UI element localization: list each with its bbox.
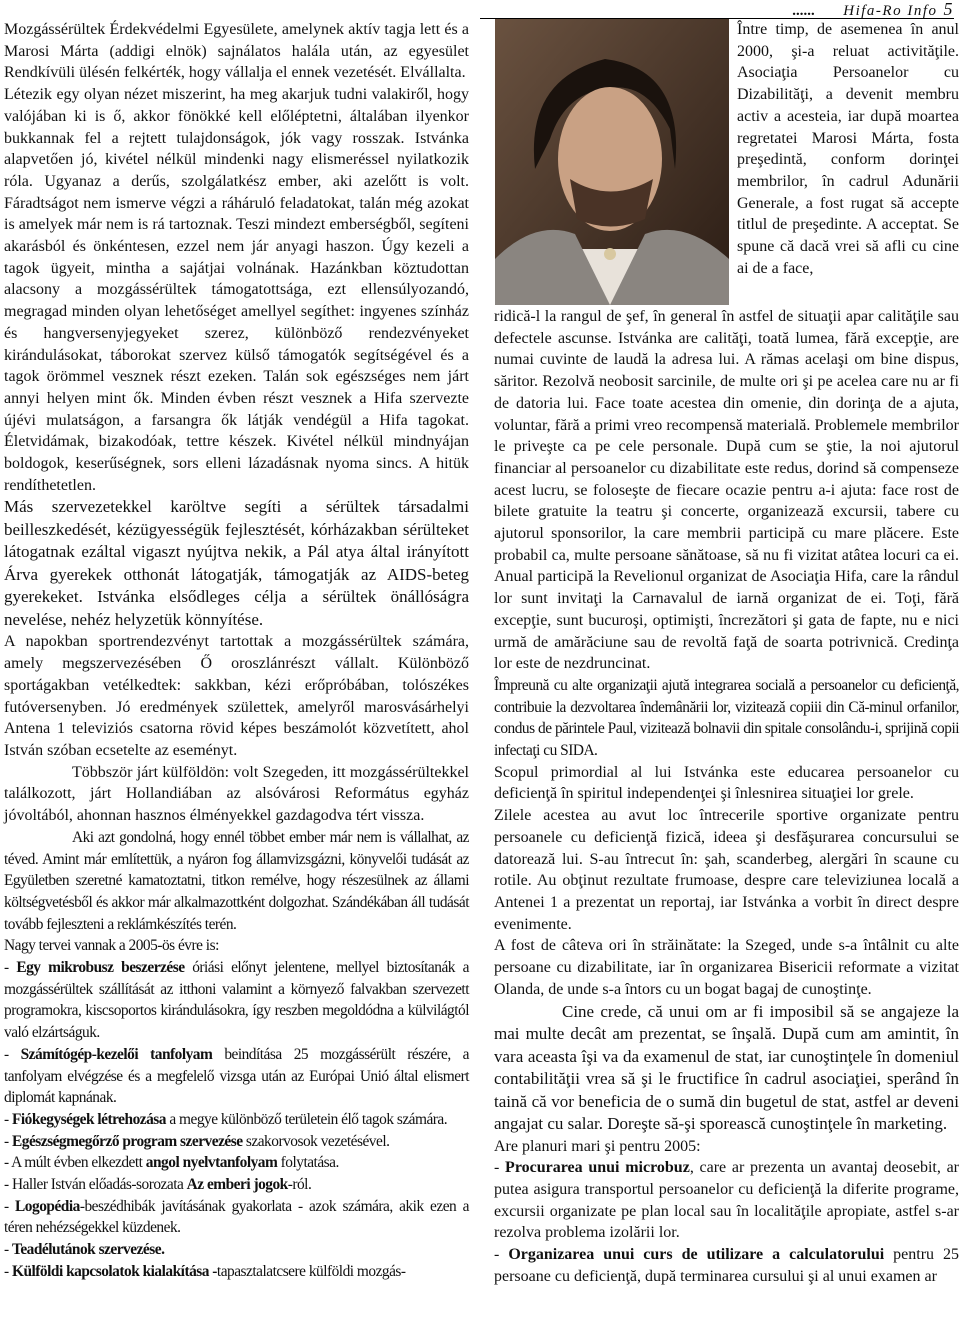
plan-item-text: a megye különböző területein élő tagok számára.: [165, 1110, 448, 1128]
plan-item-title: Teadélutánok szervezése.: [11, 1241, 165, 1259]
plan-item-title: Számítógép-kezelői tanfolyam: [20, 1045, 213, 1063]
plan-item-prefix: Haller István előadás-sorozata: [11, 1176, 187, 1194]
plan-item-text: folytatása.: [277, 1154, 339, 1172]
plan-item-title: Az emberi jogok: [186, 1176, 288, 1194]
plan-item-text: -ról.: [287, 1176, 312, 1194]
plan-item-title: Egy mikrobusz beszerzése: [16, 959, 185, 977]
plan-item-text: óriási előnyt jelentene, mellyel biztosítanák a mozgássérültek szállítását az itthoni valamint a környező falvakban szervezett programokra, kiscsoportos kirándulásokra, így reszben megoldódna a külvilágtól való elzártságuk.: [4, 959, 469, 1042]
plan-list-item: - Egy mikrobusz beszerzése óriási előnyt jelentene, mellyel biztosítanák a mozgássérültek szállítását az itthoni valamint a környező falvakban szervezett programokra, kiscsoportos kirándulásokra, így reszben megoldódna a külvilágtól való elzártságuk.: [4, 959, 469, 1042]
plan-list-item: - Procurarea unui microbuz, care ar prezenta un avantaj deosebit, ar putea asigura transportul persoanelor cu deficienţă la diferite programe, excursii organizate pe plan local sau în localităţile apropiate, astfel s-ar rezolva problema izolării lor.: [494, 1159, 960, 1242]
header-dots: ......: [792, 3, 816, 19]
plan-list-item: - Egészségmegőrző program szervezése szakorvosok vezetésével.: [4, 1132, 390, 1150]
plan-item-title: Külföldi kapcsolatok kialakítása -: [11, 1262, 217, 1280]
plan-item-text: tapasztalatcsere külföldi mozgás-: [216, 1262, 406, 1280]
right-paragraph-7: Are planuri mari şi pentru 2005:: [494, 1137, 701, 1155]
right-column: [494, 306, 959, 1287]
plan-item-text: -beszédhibák javításának gyakorlata - azok számára, akik ezen a téren nehézségekkel küzdenek.: [4, 1197, 469, 1237]
left-plan-list: [4, 957, 469, 1283]
left-paragraph-3: Más szervezetekkel karöltve segíti a sérültek társadalmi beilleszkedését, kézügyességük fejlesztését, kórházakban sérülteket látogatnak ezáltal vigaszt nyújtva nekik, a Pál atya által irányított Árva gyerekek otthonát látogatják, támogatják az AIDS-beteg gyerekeket. Istvánka elsődleges célja a sérültek önállóságra nevelése, nehéz helyzetük könnyítése.: [4, 497, 469, 629]
plan-item-title: Logopédia: [15, 1197, 80, 1215]
plan-item-title: Procurarea unui microbuz: [505, 1159, 690, 1177]
plan-item-title: Fiókegységek létrehozása: [11, 1110, 166, 1128]
left-paragraph-7: Nagy tervei vannak a 2005-ös évre is:: [4, 937, 219, 955]
plan-list-item: - Számítógép-kezelői tanfolyam beindítása 25 mozgássérült részére, a tanfolyam elvégzése és a megfelelő vizsga után az Európai Unió által elismert diplomát kapnának.: [4, 1045, 469, 1107]
page-header: [480, 0, 954, 19]
right-plan-list: [494, 1157, 959, 1287]
plan-list-item: - Fiókegységek létrehozása a megye különböző területein élő tagok számára.: [4, 1110, 448, 1128]
left-paragraph-1: Mozgássérültek Érdekvédelmi Egyesülete, amelynek aktív tagja lett és a Marosi Márta (addigi elnök) sajnálatos halála után, az egyesület Rendkívüli ülésén felkérték, hogy vállalja el ennek vezetését. Elvállalta.: [4, 21, 469, 82]
page-number: 5: [943, 0, 954, 19]
plan-list-item: - Organizarea unui curs de utilizare a calculatorului pentru 25 persoane cu deficienţă, după terminarea cursului şi al unui examen ar: [494, 1246, 960, 1285]
plan-item-text: , care ar prezenta un avantaj deosebit, ar putea asigura transportul persoanelor cu deficienţă la diferite programe, excursii organizate pe plan local sau în localităţile apropiate, astfel s-ar rezolva problema izolării lor.: [494, 1159, 960, 1242]
portrait-photo-icon: [495, 19, 729, 305]
left-paragraph-2: Létezik egy olyan nézet miszerint, ha meg akarjuk tudni valakiről, hogy valójában ki is ő, akkor fönökké kell előléptetni, általában ilyenkor bukkannak fel a rejtett tulajdonságok, jók vagy rosszak. Istvánka alapvetően jó, kivétel nélkül mindenki nagy elismeréssel nyilatkozik róla. Ugyanaz a derűs, szolgálatkész ember, aki azelőtt is volt. Fáradtságot nem ismerve végzi a ráháruló feladatokat, talán még azokat is amelyek már nem is rá tartoznak. Teszi mindezt emberségből, segíteni akarásból és önkéntesen, ezzel nem jár anyagi haszon. Úgy kezeli a tagok ügyeit, mintha a sajátjai volnának. Hazánkban köztudottan alacsony a mozgássérültek támogatottsága, ezt ellensúlyozandó, megragad minden olyan lehetőséget amellyel segíthet: ingyenes színház és hangversenyjegyeket szerez, különböző rendezvényeket kirándulásokat, táborokat szervez külső támogatók segítségével és a tagok örömmel vesznek részt ezeken. Talán sok egészséges nem járt annyi helyen mint ők. Minden évben részt vesznek a Hifa szervezte újévi mulatságon, a farsangra ők látják vendégül a Hifa tagokat. Életvidámak, bizakodóak, tettre készek. Kivétel nélkül mindnyájan boldogok, keserűségnek, sors elleni lázadásnak nyoma sincs. A hitük rendíthetetlen.: [4, 86, 469, 494]
left-paragraph-4: A napokban sportrendezvényt tartottak a mozgássérültek számára, amely megszervezésében Ő oroszlánrészt vállalt. Különböző sportágakban vetélkedtek: sakkban, kézi erőpróbában, tolószékes futóversenyben. Jó eredmények születtek, amelyről marosvásárhelyi Antena 1 televiziós csatorna rövid képes beszámolót közvetített, ahol István szóban ecsetelte az eseményt.: [4, 633, 469, 759]
right-top-text: Între timp, de asemenea în anul 2000, şi-a reluat activităţile. Asociaţia Persoanelor cu Dizabilităţi, a devenit membru activ a acesteia, iar după moartea regretatei Marosi Márta, fosta preşedintă, conform dorinţei membrilor, în cadrul Adunării Generale, a fost rugat să accepte titlul de preşedinte. A acceptat. Se spune că dacă vrei să afli cu cine ai de a face,: [737, 21, 959, 277]
left-paragraph-6: Aki azt gondolná, hogy ennél többet ember már nem is vállalhat, az téved. Amint már említettük, a nyáron fog államvizsgázni, könyvelői tudását az Együletben szeretné kamatoztatni, titkon remélve, hogy részesülnek az állami költségvetésből és akkor már alkalmazottként dolgozhat. Szándékában áll tudását tovább fejleszteni a reklámkészítés terén.: [4, 828, 469, 933]
plan-item-title: angol nyelvtanfolyam: [145, 1154, 278, 1172]
right-paragraph-6: Cine crede, că unui om ar fi imposibil să se angajeze la mai multe decât am prezentat, se înşală. După cum am amintit, în vara aceasta îşi va da examenul de stat, iar cunoştinţele în domeniul contabilităţii vrea să şi le fructifice în cadrul asociaţiei, sperând în taină că vor beneficia de o sumă din bugetul de stat, astfel ar deveni angajat cu salar. Doreşte să-şi sporească cunoştinţele în marketing.: [494, 1001, 959, 1133]
right-paragraph-3: Scopul primordial al lui Istvánka este educarea persoanelor cu deficienţă în spiritul independenţei şi înlesnirea situaţiei lor grele.: [494, 763, 959, 803]
plan-item-prefix: A múlt évben elkezdett: [11, 1154, 146, 1172]
portrait-photo: [495, 19, 729, 305]
left-column: [4, 19, 469, 1283]
plan-list-item: - Logopédia-beszédhibák javításának gyakorlata - azok számára, akik ezen a téren nehézségekkel küzdenek.: [4, 1197, 469, 1237]
plan-item-title: Organizarea unui curs de utilizare a calculatorului: [508, 1246, 885, 1264]
plan-item-text: szakorvosok vezetésével.: [242, 1132, 390, 1150]
plan-item-text: pentru 25 persoane cu deficienţă, după terminarea cursului şi al unui examen ar: [494, 1246, 960, 1285]
right-paragraph-2: Împreună cu alte organizaţii ajută integrarea socială a persoanelor cu deficienţă, contribuie la dezvoltarea îndemânării lor, vizitează copiii din Că-minul orfanilor, condus de părintele Paul, vizitează bolnavii din spitale consolându-i, sprijină copii infectaţi cu SIDA.: [494, 676, 959, 760]
left-paragraph-5: Többször járt külföldön: volt Szegeden, itt mozgássérültekkel találkozott, járt Hollandiában az alsóvárosi Református egyház jóvoltából, ahonnan hasznos élményekkel gazdagodva tért vissza.: [4, 763, 469, 825]
right-paragraph-4: Zilele acestea au avut loc întrecerile sportive organizate pentru persoanele cu deficienţă fizică, ideea şi desfăşurarea concursului se datorează lui. S-au întrecut în: şah, scanderbeg, alergări în scaune cu rotile. Au obţinut rezultate frumoase, despre care televiziunea locală a Antenei 1 a prezentat un reportaj, iar Istvánka a vorbit în direct despre evenimente.: [494, 807, 959, 933]
plan-list-item: - Haller István előadás-sorozata Az emberi jogok-ról.: [4, 1176, 312, 1194]
right-paragraph-1: ridică-l la rangul de şef, în general în astfel de situaţii apar calităţile sau defectele ascunse. Istvánka are calităţi, toată lumea, fără excepţie, are numai cuvinte de laudă la adresa lui. A rămas acelaşi om bine dispus, săritor. Rezolvă neobosit sarcinile, de multe ori şi pe acelea care nu ar fi de datoria lui. Face toate acestea din omenie, din dorinţa de a ajuta, voluntar, fără a primi vreo recompensă materială. Problemele membrilor le priveşte ca pe cele personale. După cum se ştie, la noi ajutorul financiar al persoanelor cu dizabilitate este redus, dorind să compenseze acest lucru, se foloseşte de fiecare ocazie pentru a-i ajuta: face rost de bilete gratuite la teatru şi concerte, organizează excursii, tabere cu ajutorul sponsorilor, la care membrii participă cu mare plăcere. Este probabil ca, multe persoane sănătoase, să nu fi vizitat atâtea locuri ca ei. Anual participă la Revelionul organizat de Asociaţia Hifa, care la rândul lor sunt invitaţi la Carnavalul de iarnă organizat de ei. Toţi, fără excepţie, sunt bucuroşi, optimişti, încrezători şi gata de fapte, nu e nici urmă de amărăciune sau de revoltă faţă de soarta potrivnică. Credinţa lor este de nezdruncinat.: [494, 308, 959, 673]
plan-list-item: - Külföldi kapcsolatok kialakítása -tapasztalatcsere külföldi mozgás-: [4, 1262, 406, 1280]
plan-item-title: Egészségmegőrző program szervezése: [11, 1132, 243, 1150]
right-paragraph-5: A fost de câteva ori în străinătate: la Szeged, unde s-a întâlnit cu alte persoane cu dizabilitate, iar în organizarea Bisericii reformate a vizitat Olanda, de unde s-a întors cu un bogat bagaj de cunoştinţe.: [494, 937, 959, 998]
header-title: Hifa-Ro Info: [843, 3, 938, 19]
plan-list-item: - Teadélutánok szervezése.: [4, 1241, 165, 1259]
plan-item-text: beindítása 25 mozgássérült részére, a tanfolyam elvégzése és a megfelelő vizsga után az Európai Unió által elismert diplomát kapnának.: [4, 1045, 469, 1107]
plan-list-item: - A múlt évben elkezdett angol nyelvtanfolyam folytatása.: [4, 1154, 339, 1172]
